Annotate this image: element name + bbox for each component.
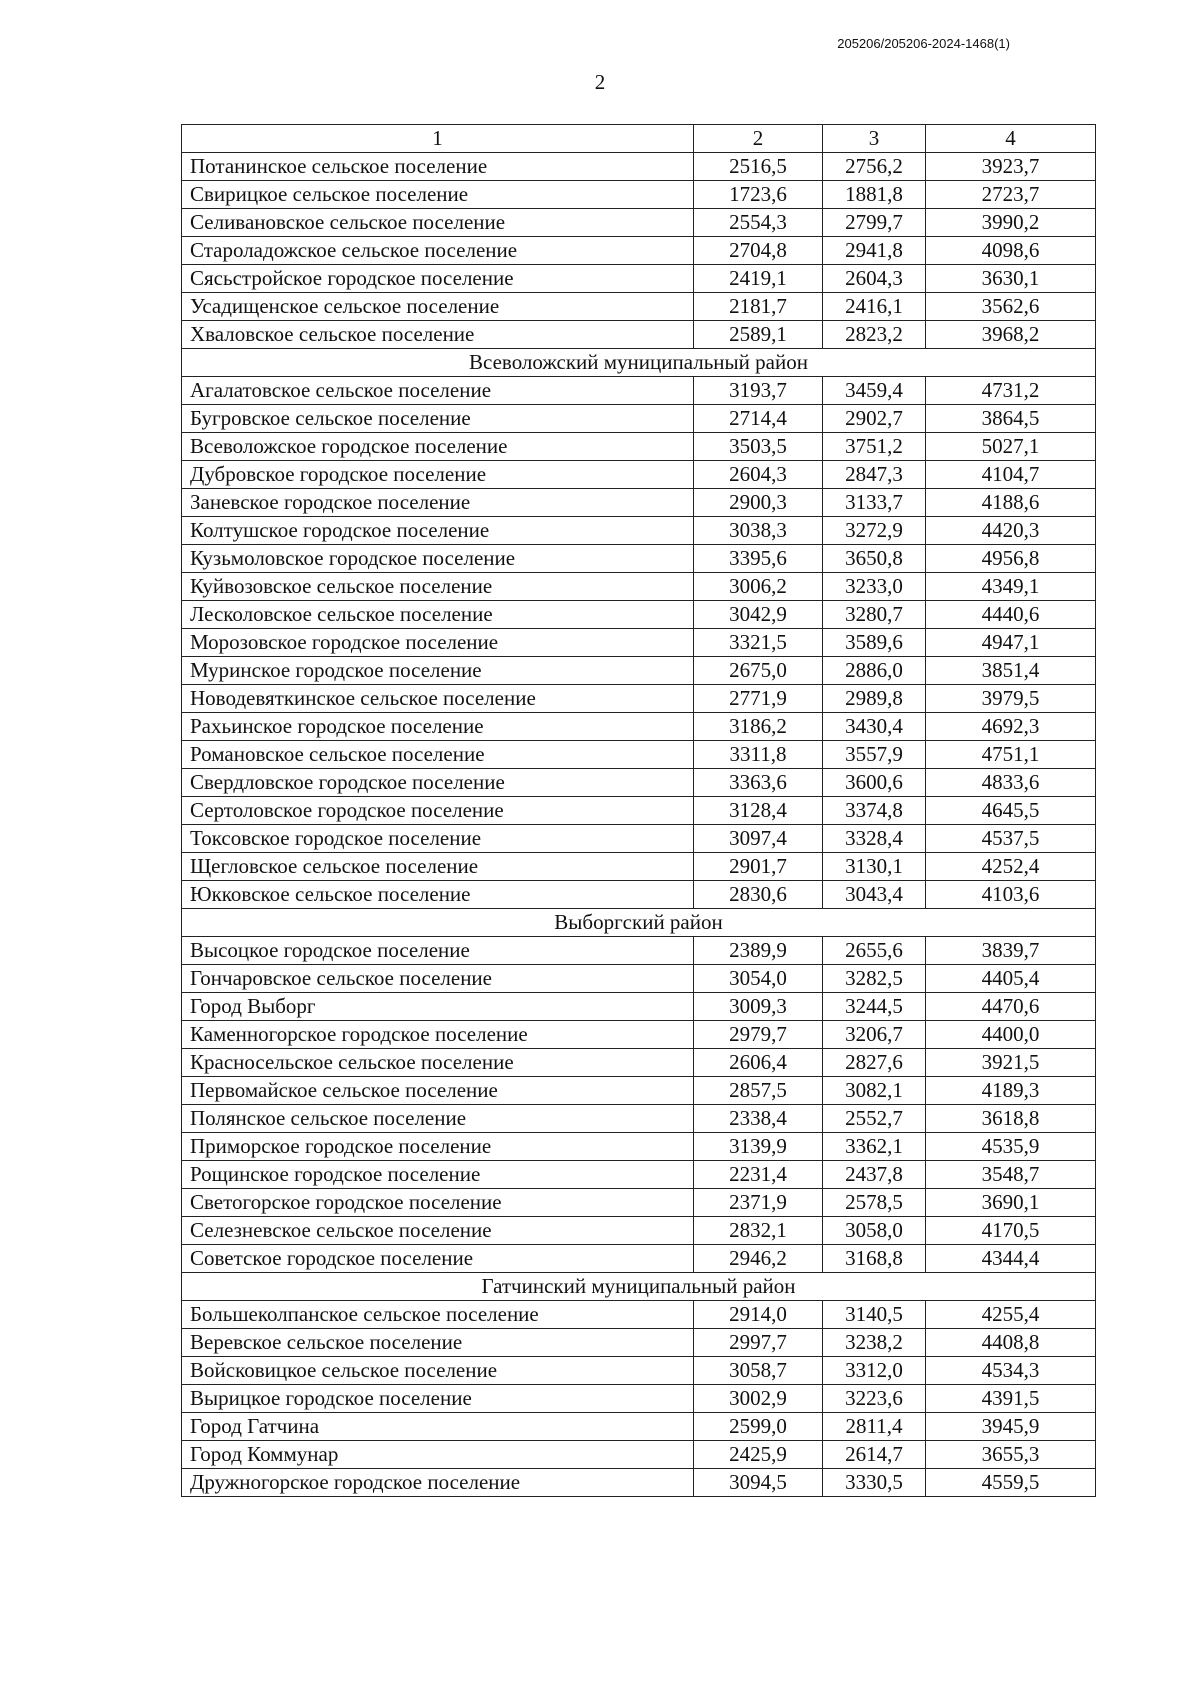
table-row [182,1049,1096,1077]
section-title: Гатчинский муниципальный район [182,1273,1096,1301]
value-cell-col-2: 3311,8 [694,741,823,769]
table-row [182,1217,1096,1245]
table-row [182,825,1096,853]
value-cell-col-3: 2614,7 [823,1441,926,1469]
table-row [182,1245,1096,1273]
settlement-name-cell: Свердловское городское поселение [182,769,694,797]
table-row [182,993,1096,1021]
value-cell-col-3: 3233,0 [823,573,926,601]
value-cell-col-3: 3238,2 [823,1329,926,1357]
value-cell-col-2: 1723,6 [694,181,823,209]
value-cell-col-3: 1881,8 [823,181,926,209]
value-cell-col-3: 2989,8 [823,685,926,713]
value-cell-col-3: 3244,5 [823,993,926,1021]
table-row [182,769,1096,797]
settlement-name-cell: Город Гатчина [182,1413,694,1441]
value-cell-col-3: 2941,8 [823,237,926,265]
value-cell-col-3: 3282,5 [823,965,926,993]
table-body [182,125,1096,1497]
settlement-name-cell: Светогорское городское поселение [182,1189,694,1217]
settlement-name-cell: Сертоловское городское поселение [182,797,694,825]
table-row [182,405,1096,433]
value-cell-col-2: 2830,6 [694,881,823,909]
settlement-name-cell: Рощинское городское поселение [182,1161,694,1189]
value-cell-col-2: 2599,0 [694,1413,823,1441]
value-cell-col-4: 4104,7 [926,461,1096,489]
table-row [182,685,1096,713]
table-row [182,265,1096,293]
value-cell-col-3: 2811,4 [823,1413,926,1441]
value-cell-col-4: 4751,1 [926,741,1096,769]
table-row [182,1133,1096,1161]
settlement-name-cell: Морозовское городское поселение [182,629,694,657]
value-cell-col-3: 2655,6 [823,937,926,965]
value-cell-col-2: 2419,1 [694,265,823,293]
settlement-name-cell: Город Выборг [182,993,694,1021]
table-header-row [182,125,1096,153]
settlement-name-cell: Высоцкое городское поселение [182,937,694,965]
value-cell-col-4: 3690,1 [926,1189,1096,1217]
value-cell-col-3: 3328,4 [823,825,926,853]
value-cell-col-3: 2827,6 [823,1049,926,1077]
value-cell-col-3: 3362,1 [823,1133,926,1161]
settlement-name-cell: Рахьинское городское поселение [182,713,694,741]
page-number: 2 [594,70,606,94]
value-cell-col-3: 2756,2 [823,153,926,181]
value-cell-col-3: 3589,6 [823,629,926,657]
section-header-row [182,1273,1096,1301]
table-row [182,293,1096,321]
settlement-name-cell: Щегловское сельское поселение [182,853,694,881]
settlement-name-cell: Свирицкое сельское поселение [182,181,694,209]
value-cell-col-2: 2606,4 [694,1049,823,1077]
table-row [182,1021,1096,1049]
table-row [182,713,1096,741]
value-cell-col-2: 3094,5 [694,1469,823,1497]
value-cell-col-4: 4535,9 [926,1133,1096,1161]
value-cell-col-3: 3133,7 [823,489,926,517]
value-cell-col-3: 2437,8 [823,1161,926,1189]
settlement-name-cell: Романовское сельское поселение [182,741,694,769]
value-cell-col-2: 2338,4 [694,1105,823,1133]
table-row [182,1385,1096,1413]
value-cell-col-2: 3038,3 [694,517,823,545]
value-cell-col-4: 3923,7 [926,153,1096,181]
settlement-name-cell: Селивановское сельское поселение [182,209,694,237]
value-cell-col-4: 4440,6 [926,601,1096,629]
value-cell-col-2: 2901,7 [694,853,823,881]
value-cell-col-4: 3562,6 [926,293,1096,321]
settlement-name-cell: Агалатовское сельское поселение [182,377,694,405]
value-cell-col-4: 4255,4 [926,1301,1096,1329]
settlement-name-cell: Куйвозовское сельское поселение [182,573,694,601]
value-cell-col-4: 4391,5 [926,1385,1096,1413]
settlement-name-cell: Заневское городское поселение [182,489,694,517]
table-row [182,1413,1096,1441]
value-cell-col-3: 2847,3 [823,461,926,489]
value-cell-col-2: 3002,9 [694,1385,823,1413]
settlement-name-cell: Дружногорское городское поселение [182,1469,694,1497]
value-cell-col-4: 3990,2 [926,209,1096,237]
settlement-name-cell: Войсковицкое сельское поселение [182,1357,694,1385]
value-cell-col-2: 3054,0 [694,965,823,993]
section-header-row [182,349,1096,377]
value-cell-col-3: 2823,2 [823,321,926,349]
value-cell-col-4: 4189,3 [926,1077,1096,1105]
section-title: Выборгский район [182,909,1096,937]
table-row [182,1469,1096,1497]
value-cell-col-2: 2604,3 [694,461,823,489]
value-cell-col-4: 3968,2 [926,321,1096,349]
value-cell-col-3: 2799,7 [823,209,926,237]
value-cell-col-4: 4349,1 [926,573,1096,601]
value-cell-col-2: 2181,7 [694,293,823,321]
value-cell-col-4: 4956,8 [926,545,1096,573]
table-row [182,741,1096,769]
settlement-name-cell: Веревское сельское поселение [182,1329,694,1357]
value-cell-col-4: 5027,1 [926,433,1096,461]
settlement-name-cell: Селезневское сельское поселение [182,1217,694,1245]
value-cell-col-3: 3374,8 [823,797,926,825]
table-row [182,181,1096,209]
table-row [182,321,1096,349]
value-cell-col-2: 2425,9 [694,1441,823,1469]
value-cell-col-4: 4559,5 [926,1469,1096,1497]
table-row [182,601,1096,629]
value-cell-col-2: 3042,9 [694,601,823,629]
value-cell-col-4: 4408,8 [926,1329,1096,1357]
value-cell-col-2: 2997,7 [694,1329,823,1357]
value-cell-col-4: 4344,4 [926,1245,1096,1273]
value-cell-col-2: 2946,2 [694,1245,823,1273]
value-cell-col-2: 2914,0 [694,1301,823,1329]
settlement-name-cell: Колтушское городское поселение [182,517,694,545]
settlement-name-cell: Гончаровское сельское поселение [182,965,694,993]
value-cell-col-4: 4833,6 [926,769,1096,797]
value-cell-col-2: 2389,9 [694,937,823,965]
value-cell-col-4: 3864,5 [926,405,1096,433]
table-row [182,1357,1096,1385]
settlement-name-cell: Юкковское сельское поселение [182,881,694,909]
settlement-name-cell: Староладожское сельское поселение [182,237,694,265]
value-cell-col-4: 2723,7 [926,181,1096,209]
section-header-row [182,909,1096,937]
value-cell-col-4: 3945,9 [926,1413,1096,1441]
settlement-name-cell: Усадищенское сельское поселение [182,293,694,321]
value-cell-col-4: 4947,1 [926,629,1096,657]
value-cell-col-4: 4420,3 [926,517,1096,545]
table-row [182,153,1096,181]
table-row [182,573,1096,601]
table-row [182,937,1096,965]
table-row [182,853,1096,881]
value-cell-col-3: 2578,5 [823,1189,926,1217]
value-cell-col-2: 2675,0 [694,657,823,685]
settlement-name-cell: Потанинское сельское поселение [182,153,694,181]
value-cell-col-4: 3979,5 [926,685,1096,713]
value-cell-col-4: 3921,5 [926,1049,1096,1077]
value-cell-col-2: 3058,7 [694,1357,823,1385]
value-cell-col-4: 4103,6 [926,881,1096,909]
table-row [182,657,1096,685]
value-cell-col-2: 2704,8 [694,237,823,265]
value-cell-col-2: 3363,6 [694,769,823,797]
value-cell-col-2: 3009,3 [694,993,823,1021]
value-cell-col-3: 3650,8 [823,545,926,573]
settlement-name-cell: Красносельское сельское поселение [182,1049,694,1077]
value-cell-col-2: 3006,2 [694,573,823,601]
value-cell-col-3: 3168,8 [823,1245,926,1273]
settlement-name-cell: Советское городское поселение [182,1245,694,1273]
settlement-name-cell: Новодевяткинское сельское поселение [182,685,694,713]
table-row [182,629,1096,657]
column-header-3: 3 [823,125,926,153]
value-cell-col-4: 4188,6 [926,489,1096,517]
value-cell-col-2: 3139,9 [694,1133,823,1161]
value-cell-col-3: 3223,6 [823,1385,926,1413]
value-cell-col-2: 2371,9 [694,1189,823,1217]
settlement-name-cell: Муринское городское поселение [182,657,694,685]
value-cell-col-2: 3395,6 [694,545,823,573]
table-row [182,377,1096,405]
value-cell-col-3: 3206,7 [823,1021,926,1049]
settlement-name-cell: Лесколовское сельское поселение [182,601,694,629]
value-cell-col-3: 3430,4 [823,713,926,741]
value-cell-col-4: 4252,4 [926,853,1096,881]
value-cell-col-3: 3751,2 [823,433,926,461]
table-row [182,209,1096,237]
settlement-name-cell: Токсовское городское поселение [182,825,694,853]
settlement-name-cell: Каменногорское городское поселение [182,1021,694,1049]
value-cell-col-3: 3330,5 [823,1469,926,1497]
value-cell-col-2: 2516,5 [694,153,823,181]
value-cell-col-3: 3140,5 [823,1301,926,1329]
value-cell-col-4: 4098,6 [926,237,1096,265]
data-table [181,124,1096,1497]
value-cell-col-4: 3839,7 [926,937,1096,965]
table-row [182,517,1096,545]
value-cell-col-4: 4400,0 [926,1021,1096,1049]
column-header-4: 4 [926,125,1096,153]
value-cell-col-4: 4692,3 [926,713,1096,741]
value-cell-col-2: 2231,4 [694,1161,823,1189]
value-cell-col-4: 4170,5 [926,1217,1096,1245]
value-cell-col-4: 4731,2 [926,377,1096,405]
value-cell-col-2: 2979,7 [694,1021,823,1049]
settlement-name-cell: Приморское городское поселение [182,1133,694,1161]
value-cell-col-2: 3193,7 [694,377,823,405]
value-cell-col-2: 2857,5 [694,1077,823,1105]
value-cell-col-4: 4645,5 [926,797,1096,825]
value-cell-col-2: 2900,3 [694,489,823,517]
value-cell-col-2: 3186,2 [694,713,823,741]
value-cell-col-4: 3548,7 [926,1161,1096,1189]
column-header-1: 1 [182,125,694,153]
value-cell-col-3: 2416,1 [823,293,926,321]
table-row [182,1077,1096,1105]
table-row [182,433,1096,461]
value-cell-col-2: 3097,4 [694,825,823,853]
settlement-name-cell: Сясьстройское городское поселение [182,265,694,293]
value-cell-col-2: 3321,5 [694,629,823,657]
value-cell-col-2: 2714,4 [694,405,823,433]
table-row [182,797,1096,825]
value-cell-col-3: 3459,4 [823,377,926,405]
table-row [182,237,1096,265]
table-row [182,1105,1096,1133]
value-cell-col-3: 2886,0 [823,657,926,685]
table-row [182,1161,1096,1189]
value-cell-col-2: 2832,1 [694,1217,823,1245]
value-cell-col-4: 4534,3 [926,1357,1096,1385]
value-cell-col-3: 3043,4 [823,881,926,909]
value-cell-col-3: 3272,9 [823,517,926,545]
value-cell-col-3: 3600,6 [823,769,926,797]
settlement-name-cell: Хваловское сельское поселение [182,321,694,349]
settlement-name-cell: Всеволожское городское поселение [182,433,694,461]
value-cell-col-3: 2902,7 [823,405,926,433]
table-row [182,1189,1096,1217]
value-cell-col-2: 3503,5 [694,433,823,461]
settlement-name-cell: Бугровское сельское поселение [182,405,694,433]
settlement-name-cell: Город Коммунар [182,1441,694,1469]
settlement-name-cell: Большеколпанское сельское поселение [182,1301,694,1329]
settlement-name-cell: Дубровское городское поселение [182,461,694,489]
value-cell-col-2: 2771,9 [694,685,823,713]
table-row [182,965,1096,993]
settlement-name-cell: Вырицкое городское поселение [182,1385,694,1413]
table-row [182,1329,1096,1357]
value-cell-col-4: 3655,3 [926,1441,1096,1469]
value-cell-col-4: 4537,5 [926,825,1096,853]
settlement-name-cell: Полянское сельское поселение [182,1105,694,1133]
section-title: Всеволожский муниципальный район [182,349,1096,377]
table-row [182,545,1096,573]
value-cell-col-4: 3851,4 [926,657,1096,685]
value-cell-col-3: 3130,1 [823,853,926,881]
table-row [182,461,1096,489]
table-row [182,489,1096,517]
value-cell-col-2: 3128,4 [694,797,823,825]
table-row [182,881,1096,909]
value-cell-col-3: 3312,0 [823,1357,926,1385]
value-cell-col-3: 2552,7 [823,1105,926,1133]
value-cell-col-4: 3630,1 [926,265,1096,293]
settlement-name-cell: Кузьмоловское городское поселение [182,545,694,573]
value-cell-col-4: 4470,6 [926,993,1096,1021]
table-row [182,1301,1096,1329]
settlement-name-cell: Первомайское сельское поселение [182,1077,694,1105]
value-cell-col-3: 3082,1 [823,1077,926,1105]
value-cell-col-2: 2554,3 [694,209,823,237]
value-cell-col-3: 2604,3 [823,265,926,293]
value-cell-col-4: 3618,8 [926,1105,1096,1133]
column-header-2: 2 [694,125,823,153]
table-row [182,1441,1096,1469]
value-cell-col-3: 3058,0 [823,1217,926,1245]
value-cell-col-3: 3280,7 [823,601,926,629]
value-cell-col-4: 4405,4 [926,965,1096,993]
document-id: 205206/205206-2024-1468(1) [837,36,1010,51]
value-cell-col-2: 2589,1 [694,321,823,349]
value-cell-col-3: 3557,9 [823,741,926,769]
